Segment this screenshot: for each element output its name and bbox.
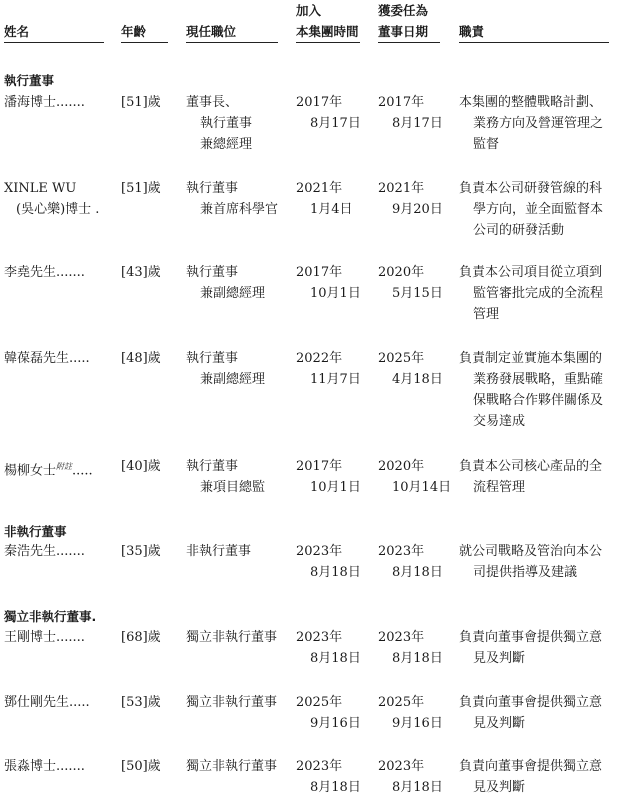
director-position (186, 541, 251, 562)
duty-line: 交易達成 (473, 414, 526, 429)
join-date (296, 348, 361, 390)
director-name: 李堯先生....... (4, 265, 85, 280)
header-join-line2: 本集團時間 (296, 24, 359, 39)
appointment-year: 2020年 (378, 265, 425, 280)
director-duty (459, 92, 609, 155)
appointment-day: 8月17日 (392, 116, 443, 131)
duty-line: 負責向董事會提供獨立意 (459, 630, 603, 645)
appointment-date (378, 262, 443, 304)
director-duty (459, 178, 609, 241)
section-title-executive: 執行董事 (4, 73, 55, 88)
duty-line: 業務發展戰略，重點確 (473, 372, 604, 387)
duty-line: 負責向董事會提供獨立意 (459, 759, 603, 774)
appointment-day: 9月20日 (392, 202, 443, 217)
appointment-year: 2025年 (378, 351, 425, 366)
appointment-day: 4月18日 (392, 372, 443, 387)
position-line: 獨立非執行董事 (186, 759, 278, 774)
director-duty (459, 627, 609, 669)
header-name: 姓名 (4, 24, 30, 39)
director-name-text: 楊柳女士 (4, 463, 57, 479)
director-position (186, 178, 278, 220)
director-age: [51]歲 (121, 95, 161, 110)
duty-line: 負責本公司項目從立項到 (459, 265, 603, 280)
header-divider (121, 42, 168, 43)
join-year: 2017年 (296, 95, 343, 110)
join-year: 2017年 (296, 265, 343, 280)
header-duty: 職責 (459, 24, 485, 39)
duty-line: 學方向，並全面監督本 (473, 202, 604, 217)
join-date (296, 756, 361, 798)
director-position (186, 627, 277, 648)
director-position (186, 262, 265, 304)
join-year: 2023年 (296, 630, 343, 645)
appointment-day: 8月18日 (392, 651, 443, 666)
director-position (186, 456, 265, 498)
header-divider (186, 42, 278, 43)
duty-line: 監管審批完成的全流程 (473, 286, 604, 301)
section-title-independent: 獨立非執行董事. (4, 609, 97, 624)
join-year: 2025年 (296, 695, 343, 710)
duty-line: 管理 (473, 307, 500, 322)
join-year: 2023年 (296, 544, 343, 559)
position-line: 兼副總經理 (200, 372, 266, 387)
director-position (186, 756, 277, 777)
position-line: 獨立非執行董事 (186, 630, 278, 645)
director-name (4, 178, 99, 220)
director-age: [68]歲 (121, 630, 161, 645)
appointment-date (378, 92, 443, 134)
position-line: 兼首席科學官 (200, 202, 279, 217)
duty-line: 保戰略合作夥伴關係及 (473, 393, 604, 408)
appointment-year: 2023年 (378, 630, 425, 645)
duty-line: 司提供指導及建議 (473, 565, 578, 580)
join-date (296, 262, 361, 304)
appointment-year: 2023年 (378, 544, 425, 559)
join-date (296, 456, 361, 498)
director-duty (459, 456, 609, 498)
join-day: 10月1日 (310, 286, 361, 301)
appointment-day: 9月16日 (392, 716, 443, 731)
duty-line: 監督 (473, 137, 500, 152)
director-name-latin: XINLE WU (4, 181, 77, 196)
position-line: 執行董事 (186, 265, 239, 280)
appointment-day: 8月18日 (392, 780, 443, 795)
director-duty (459, 262, 609, 325)
join-day: 8月17日 (310, 116, 361, 131)
position-line: 董事長、 (186, 95, 239, 110)
position-line: 執行董事 (186, 181, 239, 196)
director-name: 鄧仕剛先生..... (4, 695, 90, 710)
join-date (296, 692, 361, 734)
appointment-date (378, 692, 443, 734)
header-position: 現任職位 (186, 24, 237, 39)
join-date (296, 541, 361, 583)
join-date (296, 178, 353, 220)
join-day: 1月4日 (310, 202, 353, 217)
position-line: 執行董事 (186, 351, 239, 366)
director-duty (459, 541, 609, 583)
duty-line: 流程管理 (473, 480, 526, 495)
duty-line: 負責本公司核心產品的全 (459, 459, 603, 474)
header-divider (4, 42, 104, 43)
appointment-date (378, 348, 443, 390)
director-age: [40]歲 (121, 459, 161, 474)
appointment-day: 8月18日 (392, 565, 443, 580)
duty-line: 本集團的整體戰略計劃、 (459, 95, 603, 110)
header-divider (459, 42, 609, 43)
header-appointment-line2: 董事日期 (378, 24, 429, 39)
position-line: 執行董事 (200, 116, 253, 131)
director-age: [53]歲 (121, 695, 161, 710)
join-day: 11月7日 (310, 372, 361, 387)
position-line: 兼副總經理 (200, 286, 266, 301)
director-name: 秦浩先生....... (4, 544, 85, 559)
join-year: 2021年 (296, 181, 343, 196)
appointment-day: 10月14日 (392, 480, 452, 495)
appointment-year: 2025年 (378, 695, 425, 710)
director-duty (459, 348, 609, 432)
join-date (296, 627, 361, 669)
director-name-chinese: (吳心樂)博士 . (16, 202, 100, 217)
director-position (186, 692, 277, 713)
section-title-non-executive: 非執行董事 (4, 524, 67, 539)
duty-line: 負責向董事會提供獨立意 (459, 695, 603, 710)
director-age: [51]歲 (121, 181, 161, 196)
duty-line: 就公司戰略及管治向本公 (459, 544, 603, 559)
join-day: 8月18日 (310, 565, 361, 580)
position-line: 執行董事 (186, 459, 239, 474)
duty-line: 負責制定並實施本集團的 (459, 351, 603, 366)
join-day: 9月16日 (310, 716, 361, 731)
header-join-line1: 加入 (296, 3, 322, 18)
appointment-year: 2023年 (378, 759, 425, 774)
duty-line: 見及判斷 (473, 716, 526, 731)
header-divider (378, 42, 440, 43)
appointment-date (378, 756, 443, 798)
join-day: 8月18日 (310, 780, 361, 795)
join-year: 2017年 (296, 459, 343, 474)
appointment-date (378, 627, 443, 669)
position-line: 非執行董事 (186, 544, 252, 559)
header-appointment-line1: 獲委任為 (378, 3, 429, 18)
duty-line: 見及判斷 (473, 651, 526, 666)
director-age: [50]歲 (121, 759, 161, 774)
director-duty (459, 692, 609, 734)
appointment-date (378, 541, 443, 583)
director-age: [48]歲 (121, 351, 161, 366)
join-year: 2023年 (296, 759, 343, 774)
join-date (296, 92, 361, 134)
director-age: [43]歲 (121, 265, 161, 280)
director-name (4, 456, 93, 481)
appointment-day: 5月15日 (392, 286, 443, 301)
duty-line: 見及判斷 (473, 780, 526, 795)
director-name: 張淼博士....... (4, 759, 85, 774)
director-duty (459, 756, 609, 798)
duty-line: 負責本公司研發管線的科 (459, 181, 603, 196)
header-divider (296, 42, 360, 43)
director-name-dots: ..... (72, 463, 93, 479)
director-position (186, 348, 265, 390)
position-line: 兼總經理 (200, 137, 253, 152)
join-day: 8月18日 (310, 651, 361, 666)
appointment-year: 2017年 (378, 95, 425, 110)
director-position (186, 92, 252, 155)
join-day: 10月1日 (310, 480, 361, 495)
director-name: 韓葆磊先生..... (4, 351, 90, 366)
join-year: 2022年 (296, 351, 343, 366)
appointment-year: 2020年 (378, 459, 425, 474)
appointment-date (378, 456, 451, 498)
duty-line: 業務方向及營運管理之 (473, 116, 604, 131)
header-age: 年齡 (121, 24, 147, 39)
duty-line: 公司的研發活動 (473, 223, 565, 238)
director-name: 潘海博士....... (4, 95, 85, 110)
director-age: [35]歲 (121, 544, 161, 559)
appointment-year: 2021年 (378, 181, 425, 196)
position-line: 獨立非執行董事 (186, 695, 278, 710)
footnote-marker: 附註 (56, 462, 73, 471)
appointment-date (378, 178, 443, 220)
director-name: 王剛博士....... (4, 630, 85, 645)
position-line: 兼項目總監 (200, 480, 266, 495)
